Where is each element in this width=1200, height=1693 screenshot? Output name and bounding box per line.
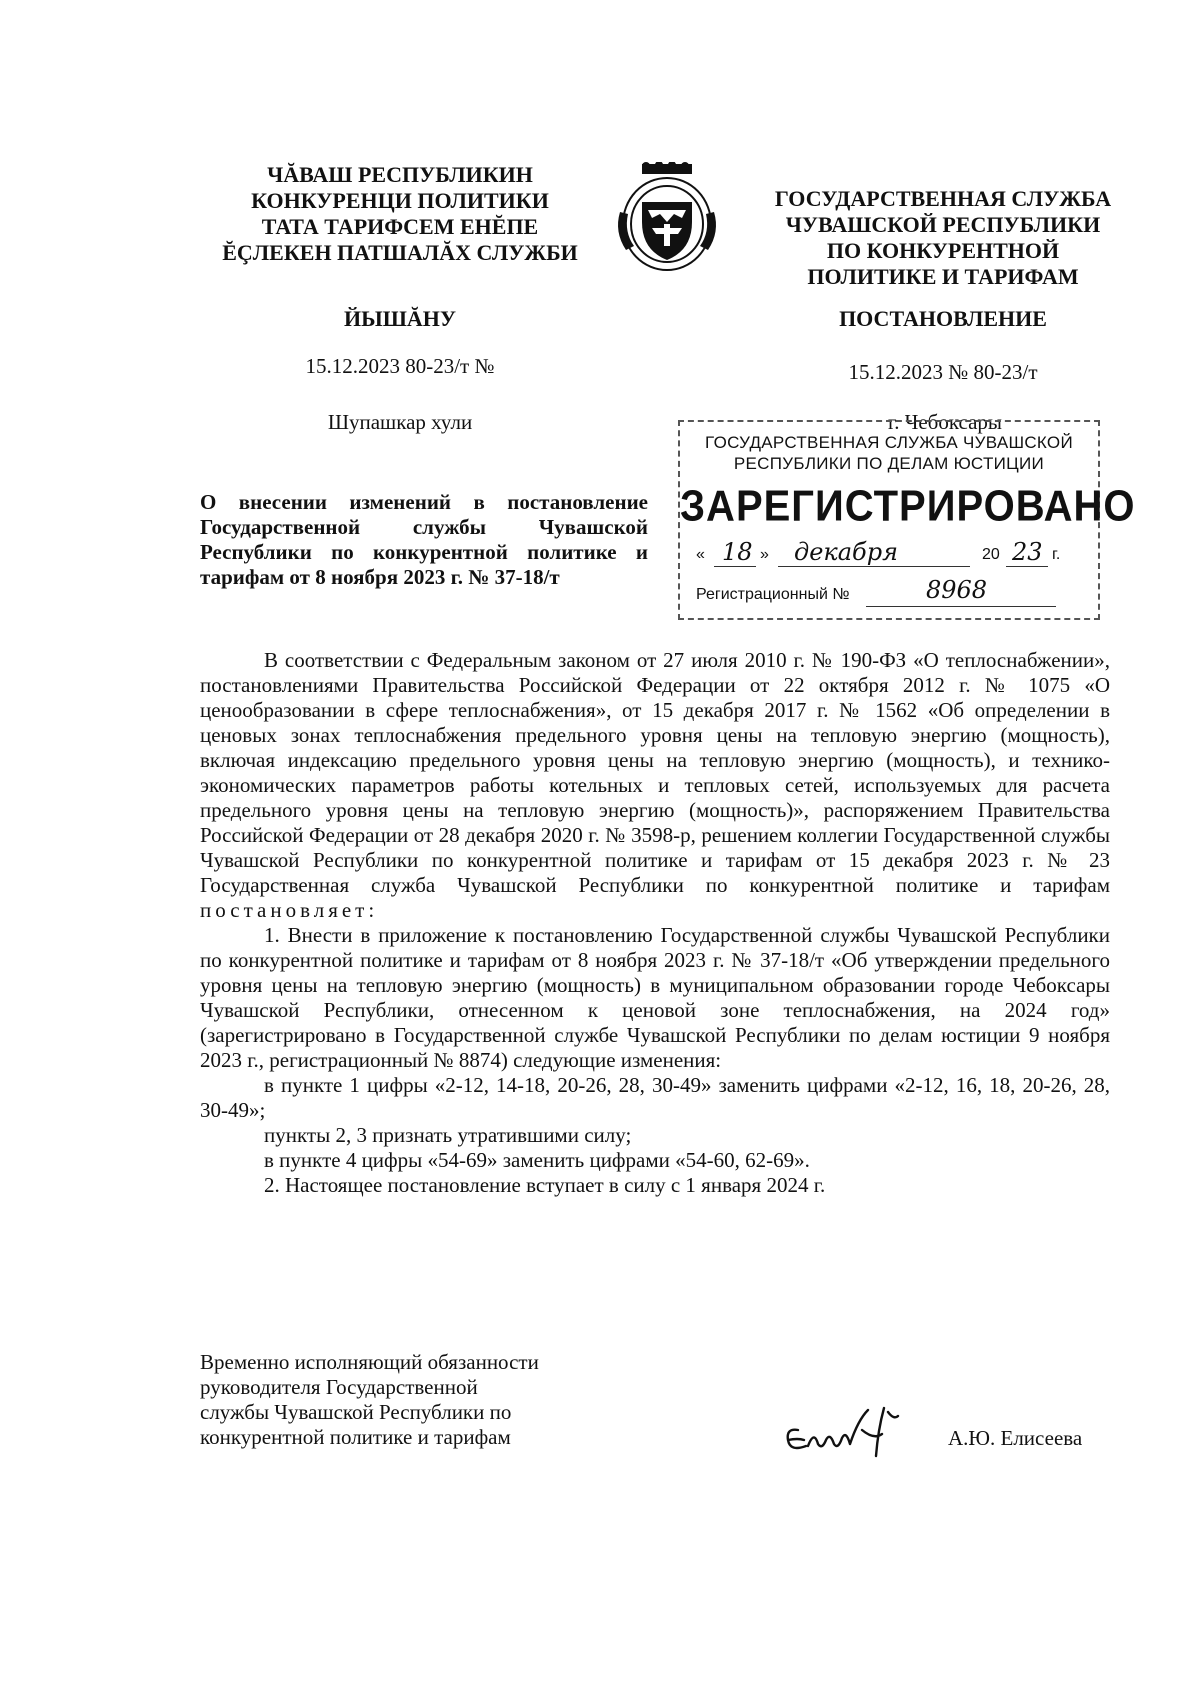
city-russian: г. Чебоксары [887,410,1003,434]
signatory-title-line: службы Чувашской Республики по [200,1400,512,1424]
doc-date-number-russian: 15.12.2023 № 80-23/т [848,360,1038,384]
stamp-quote-close: » [760,546,769,563]
stamp-month: декабря [794,538,898,566]
header-right-line: ГОСУДАРСТВЕННАЯ СЛУЖБА [774,186,1112,211]
stamp-quote-open: « [696,546,705,563]
header-russian-org [748,186,1138,290]
stamp-year-prefix: 20 [982,546,1000,563]
preamble-text: В соответствии с Федеральным законом от 27 июля 2010 г. № 190-ФЗ «О теплоснабжении», постановлениями Правительства Российской Федерации от 22 октября 2012 г. № 1075 «О ценообразовании в сфере теплоснабжения», от 15 декабря 2017 г. № 1562 «Об определении в ценовых зонах теплоснабжения предельного уровня цены на тепловую энергию (мощность), включая индексацию предельного уровня цены на тепловую энергию (мощность), и технико-экономических параметров работы котельных и тепловых сетей, используемых для расчета предельного уровня цены на тепловую энергию (мощность)», распоряжением Правительства Российской Федерации от 28 декабря 2020 г. № 3598-р, решением коллегии Государственной службы Чувашской Республики по конкурентной политике и тарифам от 15 декабря 2023 г. № 23 Государственная служба Чувашской Республики по конкурентной политике и тарифам [200,648,1110,897]
city-chuvash: Шупашкар хули [327,410,473,434]
doc-type-chuvash: ЙЫШĂНУ [343,306,457,331]
signatory-title-line: конкурентной политике и тарифам [200,1425,511,1449]
stamp-date-line [694,538,1084,576]
item-1-subitem: в пункте 4 цифры «54-69» заменить цифрами «54-60, 62-69». [264,1148,810,1172]
stamp-year-suffix: 23 [1012,538,1043,566]
stamp-org [680,432,1098,474]
doc-type-russian: ПОСТАНОВЛЕНИЕ [839,306,1047,331]
stamp-org-line: ГОСУДАРСТВЕННАЯ СЛУЖБА ЧУВАШСКОЙ [705,433,1073,452]
header-right-line: ПОЛИТИКЕ И ТАРИФАМ [807,264,1079,289]
preamble-verb: постановляет: [200,898,379,922]
preamble-paragraph [200,648,1110,923]
header-left-line: ĔÇЛЕКЕН ПАТШАЛĂХ СЛУЖБИ [222,240,578,265]
stamp-year-unit: г. [1052,546,1061,563]
item-2-paragraph: 2. Настоящее постановление вступает в силу с 1 января 2024 г. [264,1173,826,1197]
stamp-reg-label: Регистрационный № [696,586,850,603]
stamp-status: ЗАРЕГИСТРИРОВАНО [680,481,1136,531]
registration-stamp [678,420,1136,620]
stamp-org-line: РЕСПУБЛИКИ ПО ДЕЛАМ ЮСТИЦИИ [733,454,1045,473]
signatory-title-line: руководителя Государственной [200,1375,478,1399]
signatory-title [200,1350,620,1450]
item-1-subitem: пункты 2, 3 признать утратившими силу; [264,1123,632,1147]
header-chuvash-org [200,162,600,266]
header-left-line: ЧĂВАШ РЕСПУБЛИКИН [267,162,533,187]
stamp-reg-line [694,576,1084,612]
handwritten-signature [778,1400,918,1470]
document-body [200,648,1110,1198]
stamp-reg-number: 8968 [926,576,988,604]
coat-of-arms-icon [612,162,722,274]
signatory-name: А.Ю. Елисеева [948,1426,1083,1450]
header-right-line: ПО КОНКУРЕНТНОЙ [826,238,1060,263]
signatory-title-line: Временно исполняющий обязанности [200,1350,539,1374]
item-1-subitem: в пункте 1 цифры «2-12, 14-18, 20-26, 28, 30-49» заменить цифрами «2-12, 16, 18, 20-26, 28, 30-49»; [200,1073,1110,1122]
item-1-paragraph: 1. Внести в приложение к постановлению Государственной службы Чувашской Республики по конкурентной политике и тарифам от 8 ноября 2023 г. № 37-18/т «Об утверждении предельного уровня цены на тепловую энергию (мощность) в муниципальном образовании городе Чебоксары Чувашской Республики, отнесенном к ценовой зоне теплоснабжения, на 2024 год» (зарегистрировано в Государственной службе Чувашской Республики по делам юстиции 9 ноября 2023 г., регистрационный № 8874) следующие изменения: [200,923,1110,1072]
doc-date-number-chuvash: 15.12.2023 80-23/т № [305,354,495,378]
header-left-line: ТАТА ТАРИФСЕМ ЕНĔПЕ [261,214,539,239]
document-subject: О внесении изменений в постановление Государственной службы Чувашской Республики по конкурентной политике и тарифам от 8 ноября 2023 г. № 37-18/т [200,490,648,589]
stamp-day: 18 [722,538,753,566]
header-left-line: КОНКУРЕНЦИ ПОЛИТИКИ [251,188,549,213]
header-right-line: ЧУВАШСКОЙ РЕСПУБЛИКИ [785,212,1101,237]
